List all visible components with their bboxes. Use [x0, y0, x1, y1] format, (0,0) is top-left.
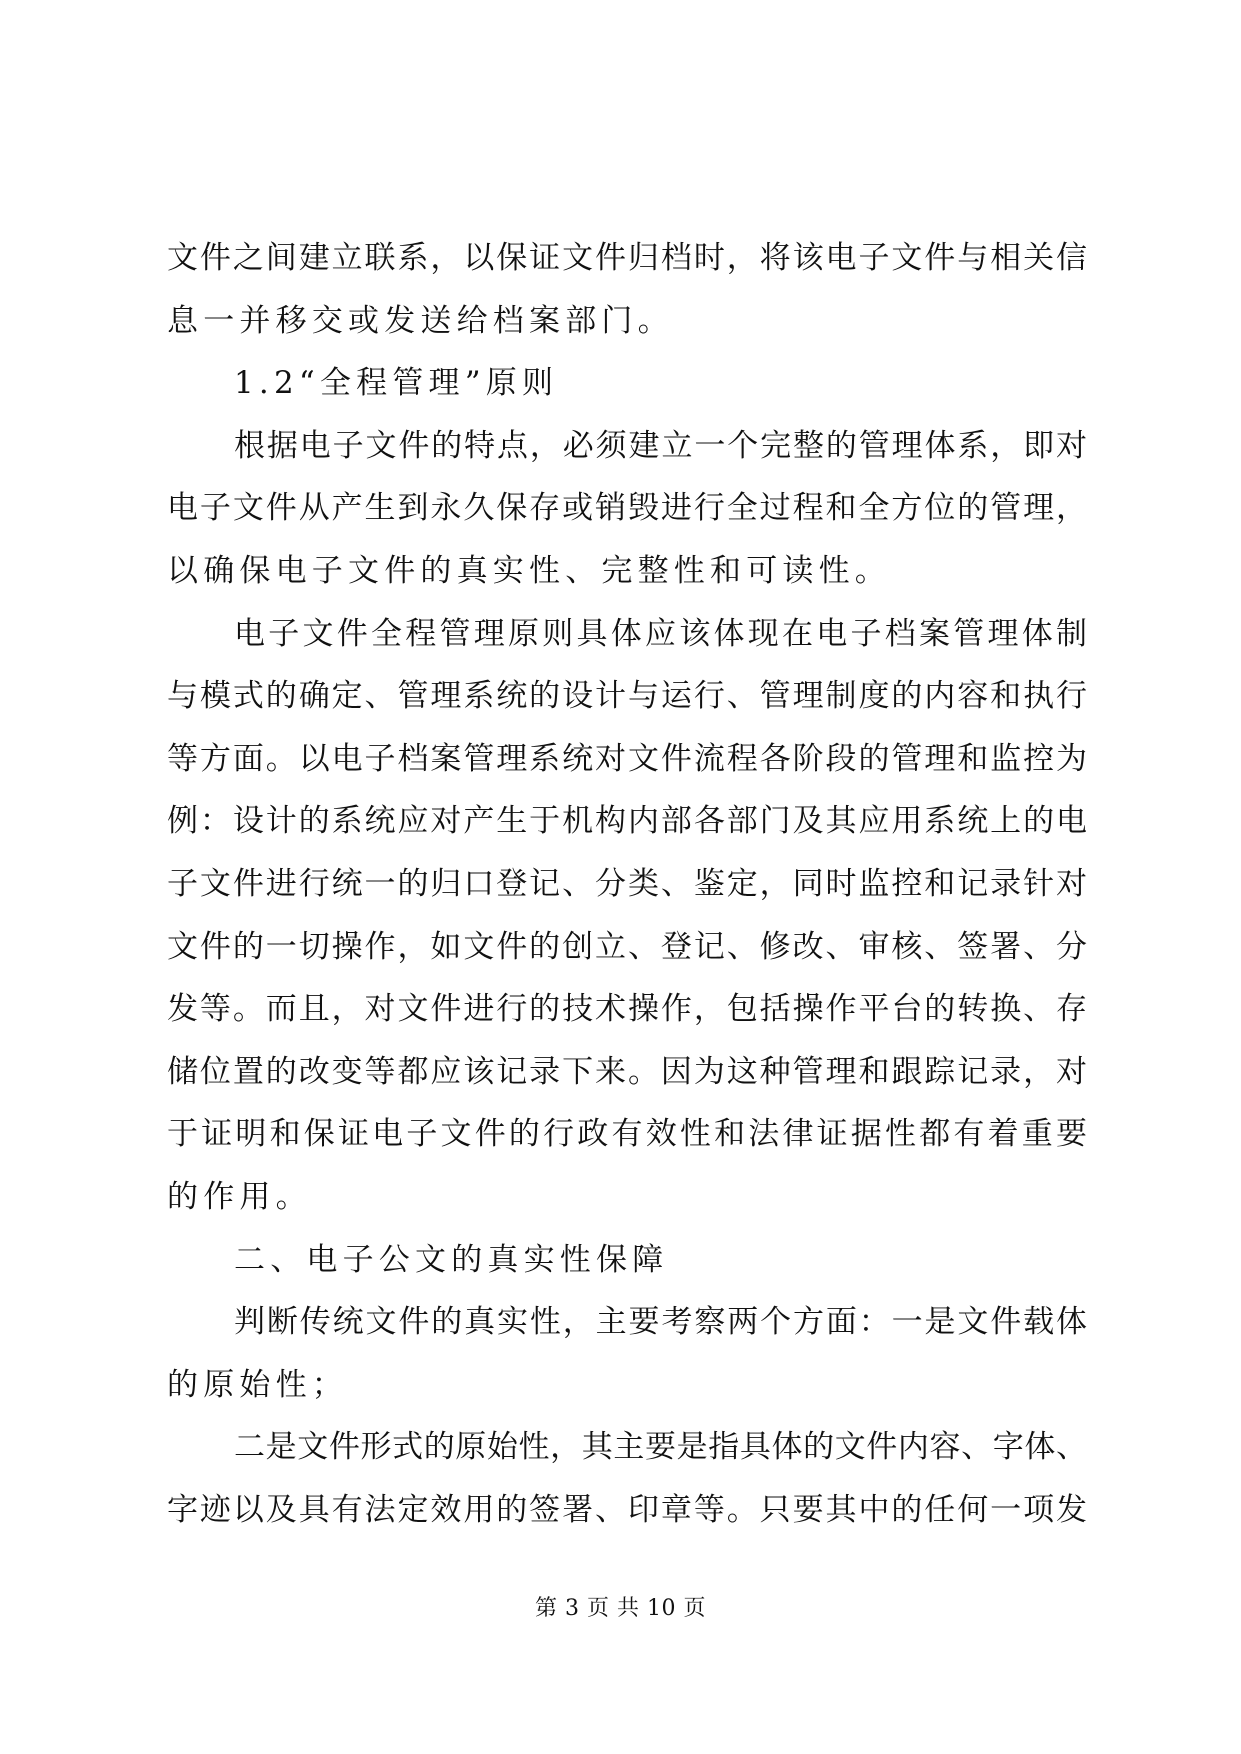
text-line: 电子文件从产生到永久保存或销毁进行全过程和全方位的管理，: [167, 490, 1087, 527]
text-line: 字迹以及具有法定效用的签署、印章等。只要其中的任何一项发: [167, 1491, 1087, 1528]
text-line: 的原始性；: [167, 1366, 348, 1403]
text-line: 等方面。以电子档案管理系统对文件流程各阶段的管理和监控为: [167, 740, 1087, 777]
text-line: 的作用。: [167, 1178, 312, 1215]
text-line: 发等。而且，对文件进行的技术操作，包括操作平台的转换、存: [167, 991, 1087, 1028]
text-line: 文件之间建立联系，以保证文件归档时，将该电子文件与相关信: [167, 240, 1087, 276]
text-line: 文件的一切操作，如文件的创立、登记、修改、审核、签署、分: [167, 928, 1087, 965]
page-footer: 第 3 页 共 10 页: [535, 1596, 706, 1621]
document-body: [167, 227, 1087, 1541]
text-line: 于证明和保证电子文件的行政有效性和法律证据性都有着重要: [167, 1116, 1087, 1153]
text-line: 例：设计的系统应对产生于机构内部各部门及其应用系统上的电: [167, 803, 1087, 840]
text-line: 根据电子文件的特点，必须建立一个完整的管理体系，即对: [234, 427, 1087, 464]
text-line: 判断传统文件的真实性，主要考察两个方面：一是文件载体: [234, 1304, 1087, 1341]
text-line: 以确保电子文件的真实性、完整性和可读性。: [167, 552, 891, 589]
text-line: 息一并移交或发送给档案部门。: [167, 302, 674, 339]
text-line: 电子文件全程管理原则具体应该体现在电子档案管理体制: [234, 615, 1087, 652]
text-line: 子文件进行统一的归口登记、分类、鉴定，同时监控和记录针对: [167, 865, 1087, 902]
text-line: 二是文件形式的原始性，其主要是指具体的文件内容、字体、: [234, 1429, 1087, 1466]
text-line: 1.2“全程管理”原则: [234, 365, 559, 402]
text-line: 与模式的确定、管理系统的设计与运行、管理制度的内容和执行: [167, 678, 1087, 715]
text-line: 储位置的改变等都应该记录下来。因为这种管理和跟踪记录，对: [167, 1053, 1087, 1090]
text-line: 二、电子公文的真实性保障: [234, 1241, 669, 1278]
